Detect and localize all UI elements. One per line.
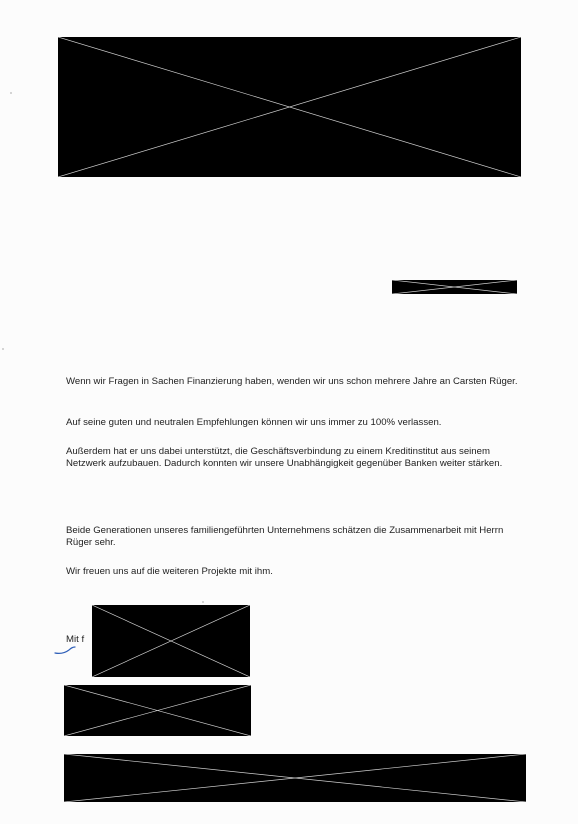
scan-speck [2, 348, 4, 350]
scan-speck [10, 92, 12, 94]
paragraph-financing: Wenn wir Fragen in Sachen Finanzierung haben, wenden wir uns schon mehrere Jahre an Carsten Rüger. [66, 376, 518, 387]
redacted-letterhead [58, 37, 521, 177]
paragraph-generations: Beide Generationen unseres familiengeführten Unternehmens schätzen die Zusammenarbeit mit Herrn Rüger sehr. [66, 525, 504, 549]
redacted-footer [64, 754, 526, 802]
paragraph-bank-network: Außerdem hat er uns dabei unterstützt, die Geschäftsverbindung zu einem Kreditinstitut aus seinem Netzwerk aufzubauen. Dadurch konnten wir unsere Unabhängigkeit gegenüber Banken weiter stärken. [66, 446, 503, 470]
redacted-date [392, 280, 517, 294]
redacted-signer-name [64, 685, 251, 736]
closing-greeting: Mit f [66, 634, 85, 645]
scan-speck [202, 601, 204, 603]
paragraph-recommendations: Auf seine guten und neutralen Empfehlungen können wir uns immer zu 100% verlassen. [66, 417, 442, 428]
paragraph-future-projects: Wir freuen uns auf die weiteren Projekte mit ihm. [66, 566, 273, 577]
redacted-signature [92, 605, 250, 677]
signature-ink-stroke [54, 640, 78, 656]
